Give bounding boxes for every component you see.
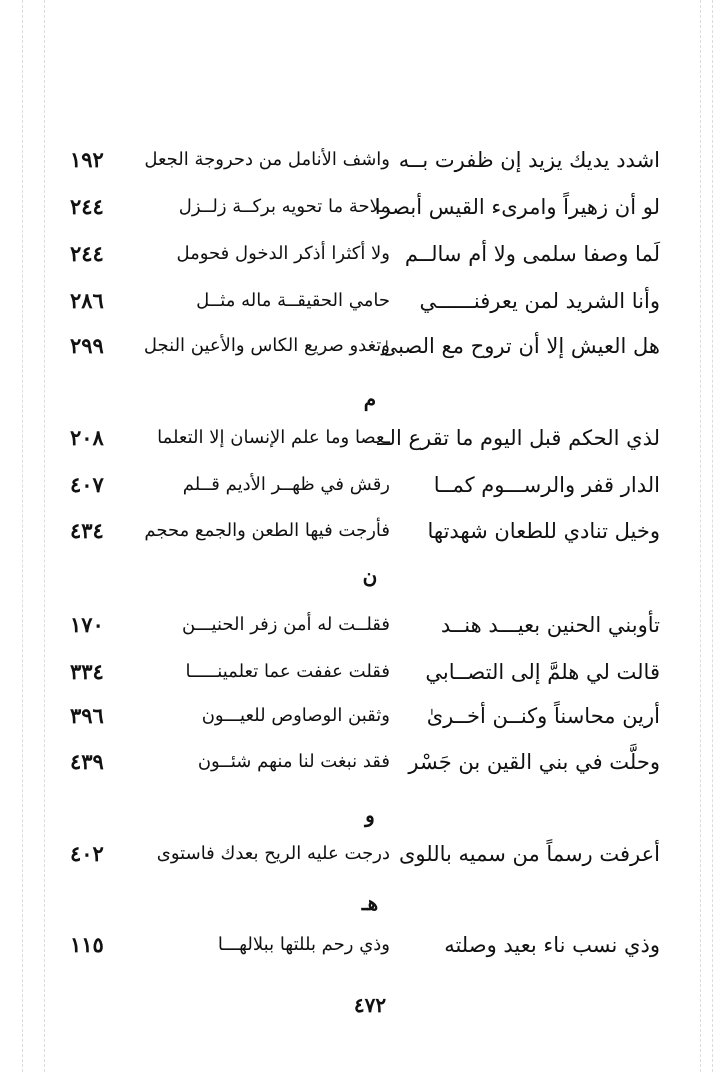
verse-second-hemistich: فقلــت له أمن زفر الحنيـــن xyxy=(182,614,390,635)
section-letter-heading: م xyxy=(363,387,377,411)
verse-page-ref: ١٩٢ xyxy=(70,147,104,172)
verse-row xyxy=(70,652,660,692)
verse-second-hemistich: رقش في ظهــر الأديم قــلم xyxy=(182,474,390,495)
verse-row xyxy=(70,187,660,227)
verse-page-ref: ٤٣٤ xyxy=(70,518,104,543)
scan-guide-line xyxy=(712,0,713,1072)
verse-page-ref: ٣٣٤ xyxy=(70,659,104,684)
verse-page-ref: ٤٣٩ xyxy=(70,749,104,774)
verse-second-hemistich: ولا أكثرا أذكر الدخول فحومل xyxy=(176,243,390,264)
verse-row xyxy=(70,925,660,965)
section-letter-heading: ن xyxy=(362,564,378,588)
verse-second-hemistich: فأرجت فيها الطعن والجمع محجم xyxy=(144,520,390,541)
verse-row xyxy=(70,326,660,366)
verse-first-hemistich: أعرفت رسماً من سميه باللوى xyxy=(398,842,660,866)
verse-second-hemistich: ملاحة ما تحويه بركــة زلــزل xyxy=(178,196,390,217)
verse-first-hemistich: وذي نسب ناء بعيد وصلته xyxy=(444,933,660,957)
verse-page-ref: ٢٤٤ xyxy=(70,194,104,219)
verse-first-hemistich: الدار قفر والرســـوم كمــا xyxy=(433,473,660,497)
verse-page-ref: ٤٠٢ xyxy=(70,841,104,866)
verse-row xyxy=(70,281,660,321)
verse-second-hemistich: فقد نبغت لنا منهم شئــون xyxy=(197,751,390,772)
verse-first-hemistich: لذي الحكم قبل اليوم ما تقرع الــ xyxy=(377,426,660,450)
verse-page-ref: ٣٩٦ xyxy=(70,703,104,728)
verse-page-ref: ٢٨٦ xyxy=(70,288,104,313)
verse-row xyxy=(70,696,660,736)
verse-first-hemistich: تأوبني الحنين بعيـــد هنــد xyxy=(440,613,660,637)
verse-second-hemistich: درجت عليه الريح بعدك فاستوى xyxy=(156,843,390,864)
verse-row xyxy=(70,511,660,551)
verse-second-hemistich: فقلت عففت عما تعلمينـــــا xyxy=(185,661,390,682)
verse-first-hemistich: وحلَّت في بني القين بن جَسْر xyxy=(408,750,660,774)
verse-second-hemistich: ـعصا وما علم الإنسان إلا التعلما xyxy=(157,427,390,448)
verse-second-hemistich: وذي رحم بللتها ببلالهـــا xyxy=(217,934,390,955)
verse-page-ref: ٢٠٨ xyxy=(70,425,104,450)
verse-page-ref: ١٧٠ xyxy=(70,612,104,637)
section-letter-heading: هـ xyxy=(361,891,379,915)
verse-page-ref: ١١٥ xyxy=(70,932,104,957)
verse-second-hemistich: واشف الأنامل من دحروجة الجعل xyxy=(144,149,390,170)
scan-guide-line xyxy=(44,0,45,1072)
verse-page-ref: ٤٠٧ xyxy=(70,472,104,497)
verse-row xyxy=(70,140,660,180)
page-number: ٤٧٢ xyxy=(353,993,387,1017)
verse-second-hemistich: حامي الحقيقــة ماله مثــل xyxy=(196,290,390,311)
section-letter-heading: و xyxy=(365,803,375,827)
verse-page-ref: ٢٤٤ xyxy=(70,241,104,266)
verse-row xyxy=(70,834,660,874)
verse-second-hemistich: وثقبن الوصاوص للعيـــون xyxy=(201,705,390,726)
verse-second-hemistich: وتغدو صريع الكاس والأعين النجل xyxy=(143,335,390,356)
verse-first-hemistich: اشدد يديك يزيد إن ظفرت بــه xyxy=(398,148,660,172)
verse-first-hemistich: أرين محاسناً وكنــن أخــرىٰ xyxy=(426,704,660,728)
scan-guide-line xyxy=(22,0,23,1072)
verse-row xyxy=(70,465,660,505)
verse-first-hemistich: وخيل تنادي للطعان شهدتها xyxy=(427,519,660,543)
verse-first-hemistich: وأنا الشريد لمن يعرفنــــــي xyxy=(419,289,660,313)
verse-page-ref: ٢٩٩ xyxy=(70,333,104,358)
verse-row xyxy=(70,605,660,645)
verse-first-hemistich: لو أن زهيراً وامرىء القيس أبصرا xyxy=(374,195,660,219)
verse-row xyxy=(70,234,660,274)
verse-first-hemistich: لَما وصفا سلمى ولا أم سالــم xyxy=(404,242,660,266)
verse-first-hemistich: قالت لي هلمَّ إلى التصــابي xyxy=(425,660,660,684)
verse-row xyxy=(70,742,660,782)
verse-first-hemistich: هل العيش إلا أن تروح مع الصبىٰ xyxy=(380,334,660,358)
verse-row xyxy=(70,418,660,458)
scan-guide-line xyxy=(700,0,701,1072)
